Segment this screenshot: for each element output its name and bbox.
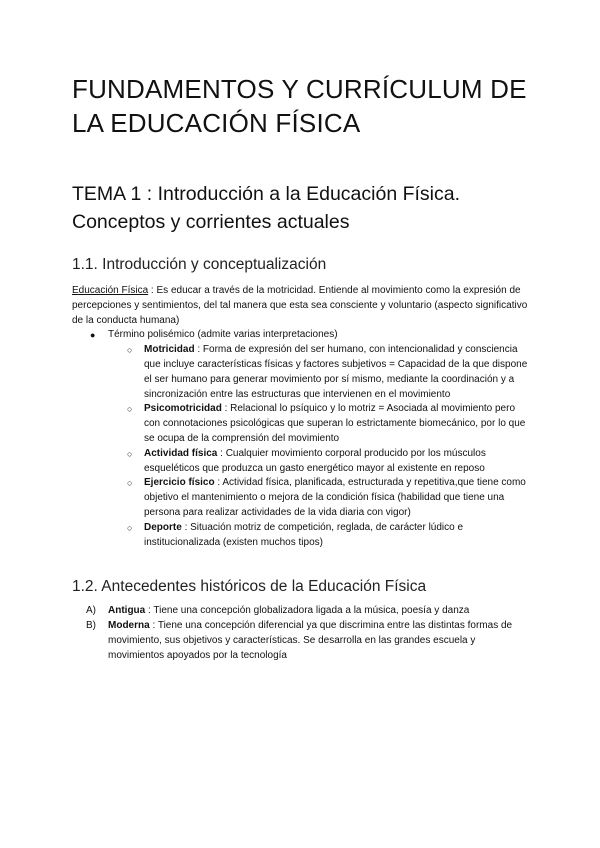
sublist-term: Ejercicio físico bbox=[144, 477, 215, 489]
sublist-item bbox=[72, 447, 532, 477]
sublist-item bbox=[72, 521, 532, 551]
section-heading-1-1: 1.1. Introducción y conceptualización bbox=[72, 256, 327, 273]
sublist-text: : Situación motriz de competición, reglada, de carácter lúdico e institucionalizada (existen muchos tipos) bbox=[144, 521, 464, 548]
document-title: FUNDAMENTOS Y CURRÍCULUM DE LA EDUCACIÓN FÍSICA bbox=[72, 74, 527, 138]
intro-paragraph bbox=[72, 284, 532, 328]
bullet-list bbox=[72, 328, 532, 550]
letter-marker: B) bbox=[86, 620, 96, 632]
sublist bbox=[108, 343, 532, 550]
sublist-text: : Actividad física, planificada, estructurada y repetitiva,que tiene como objetivo el mantenimiento o mejora de la condición física (habilidad que tiene una persona para realizar actividades de la vida diaria con vigor) bbox=[144, 477, 526, 518]
sublist-text: : Relacional lo psíquico y lo motriz = Asociada al movimiento pero con connotaciones psicológicas que superan lo estrictamente biomecánico, por lo que se ocupa de la comprensión del movimiento bbox=[144, 403, 526, 444]
sublist-item bbox=[72, 402, 532, 446]
intro-term: Educación Física bbox=[72, 285, 149, 296]
sublist-term: Actividad física bbox=[144, 447, 218, 459]
circle-bullet-icon: ○ bbox=[127, 345, 133, 356]
lettered-text: : Tiene una concepción diferencial ya que discrimina entre las distintas formas de movimiento, sus objetivos y características. Se desarrolla en las grandes escuela y movimientos apoyados por la tecnología bbox=[108, 620, 513, 661]
sublist-item bbox=[72, 476, 532, 520]
intro-text: : Es educar a través de la motricidad. Entiende al movimiento como la expresión de percepciones y sentimientos, del tal manera que esta sea consciente y voluntario (aspecto significativo de la conducta humana) bbox=[72, 285, 528, 326]
letter-marker: A) bbox=[86, 605, 96, 617]
lettered-item bbox=[72, 604, 532, 619]
circle-bullet-icon: ○ bbox=[127, 448, 133, 459]
bullet-icon: ● bbox=[90, 330, 96, 341]
sublist-term: Deporte bbox=[144, 521, 182, 533]
sublist-term: Psicomotricidad bbox=[144, 403, 222, 415]
lettered-term: Moderna bbox=[108, 620, 150, 632]
section-heading-1-2: 1.2. Antecedentes históricos de la Educación Física bbox=[72, 578, 427, 596]
bullet-text: Término polisémico (admite varias interpretaciones) bbox=[108, 329, 338, 341]
topic-heading: TEMA 1 : Introducción a la Educación Física. Conceptos y corrientes actuales bbox=[72, 183, 461, 233]
sublist-text: : Cualquier movimiento corporal producido por los músculos esqueléticos que produzca un gasto energético mayor al existente en reposo bbox=[144, 447, 486, 474]
lettered-text: : Tiene una concepción globalizadora ligada a la música, poesía y danza bbox=[145, 605, 470, 617]
circle-bullet-icon: ○ bbox=[127, 478, 133, 489]
sublist-term: Motricidad bbox=[144, 344, 195, 356]
circle-bullet-icon: ○ bbox=[127, 522, 133, 533]
list-item bbox=[72, 328, 532, 550]
document-page bbox=[72, 72, 532, 664]
lettered-term: Antigua bbox=[108, 605, 146, 617]
lettered-list bbox=[72, 604, 532, 663]
sublist-text: : Forma de expresión del ser humano, con intencionalidad y consciencia que incluye características físicas y factores subjetivos = Capacidad de la que dispone el ser humano para generar movimiento por sí mismo, mediante la coordinación y a sincronización entre las estructuras que intervienen en el movimiento bbox=[144, 344, 528, 400]
lettered-item bbox=[72, 619, 532, 663]
circle-bullet-icon: ○ bbox=[127, 404, 133, 415]
sublist-item bbox=[72, 343, 532, 402]
